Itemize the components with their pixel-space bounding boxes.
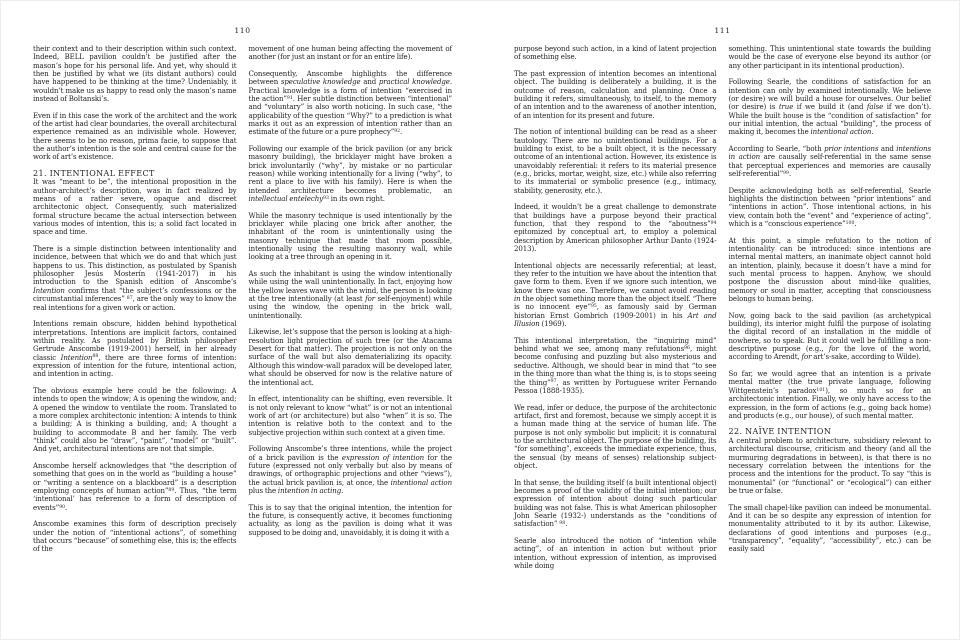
paragraph: purpose beyond such action, in a kind of latent projection of something else.	[514, 45, 717, 62]
paragraph: Despite acknowledging both as self-referential, Searle highlights the distinction between “prior intentions” and “intentions in action”. Those intentional actions, in his view, contain both the “event” and “experience of acting”, which is a “conscious experience”$^{100}$.	[728, 186, 931, 229]
paragraph: Anscombe examines this form of description precisely under the notion of “intentional actions”, of something that occurs “because” of something else, this is; the effects of the	[33, 520, 237, 554]
footnote-reference: 90	[59, 504, 66, 510]
page-number-left: 110	[234, 26, 251, 35]
page-111-column-2	[729, 45, 932, 562]
footnote-reference: 94	[710, 221, 717, 227]
page-110-column-1	[33, 45, 237, 562]
paragraph: The small chapel-like pavilion can indeed be monumental. And it can be so despite any expression of intention for monumentality attributed to it by its author. Likewise, declarations of good intentions and purposes (e.g., “transparency”, “equality”, “accessibility”, etc.) can be easily said	[728, 503, 931, 554]
footnote-reference: 97	[550, 379, 557, 385]
page-110-column-2	[249, 45, 453, 545]
footnote-reference: 96	[684, 346, 690, 352]
paragraph: We read, infer or deduce, the purpose of the architectonic artifact, first and foremost, because we simply accept it is a human made thing at the service of human life. The purpose is not only symbolic but implicit; it is connatural to the architectural object. The purpose of the building, its “for something”, exceeds the immediate experience, thus, the sensual (by means of senses) relationship subject-object.	[514, 403, 717, 470]
page-111	[514, 27, 931, 579]
paragraph: So far, we would agree that an intention is a private mental matter (the true private language, following Wittgenstein’s paradox$^{101}$), so much so for an architectonic intention. Finally, we only have access to the expression, in the form of actions (e.g., going back home) and products (e.g., our house), of such mental matter.	[728, 370, 931, 420]
paragraph: Even if in this case the work of the architect and the work of the artist had clear boundaries, the overall architectural experience remained as an indivisible whole. However, there seems to be no reason, prima facie, to suppose that the author’s intention is the sole and central cause for the work of art’s existence.	[33, 111, 237, 162]
paragraph: movement of one human being affecting the movement of another (for just an instant or for an entire life).	[248, 45, 452, 62]
section-heading: 21. INTENTIONAL EFFECT	[33, 169, 155, 179]
paragraph: Searle also introduced the notion of “intention while acting”, of an intention in action but without prior intention, without expression of intention, as improvised while doing	[514, 536, 717, 570]
paragraph: The notion of intentional building can be read as a sheer tautology. There are no unintentional buildings. For a building to exist, to be a built object, it is the necessary outcome of an intentional action. However, its existence is unavoidably referential: it refers to its material presence (e.g., bricks, mortar, weight, size, etc.) while also referring to its immaterial or symbolic presence (e.g., intimacy, stability, generosity, etc.).	[514, 128, 717, 195]
footnote-reference: 99	[783, 171, 789, 176]
section-heading: 22. NAÏVE INTENTION	[728, 427, 832, 437]
footnote-reference: 87	[126, 296, 133, 302]
footnote-reference: 89	[168, 487, 175, 493]
paragraph: The obvious example here could be the following: A intends to open the window; A is opening the window, and; A opened the window to ventilate the room. Translated to a more complex architectonic intention: A intends to think a building; A is thinking a building, and; A thought a building to accommodate B and her family. The verb “think” could also be “draw”, “paint”, “model” or “built”. And yet, architectural intentions are not that simple.	[33, 386, 237, 454]
paragraph: According to Searle, “both prior intentions and intentions in action are causally self-referential in the same sense that perceptual experiences and memories are causally self-referential”$^{99}$.	[728, 145, 931, 179]
page-111-columns	[514, 45, 931, 579]
page-number-right: 111	[714, 26, 731, 35]
paragraph: Consequently, Anscombe highlights the difference between speculative knowledge and practical knowledge. Practical knowledge is a form of intention “exercised in the action”$^{91}$. Her subtle distinction between “intentional” and “voluntary” is also worth noticing. In such case, “the applicability of the question “Why?” to a prediction is what marks it out as an expression of intention rather than an estimate of the future or a pure prophecy”$^{92}$.	[248, 69, 452, 137]
paragraph: In effect, intentionality can be shifting, even reversible. It is not only relevant to know “what” is or not an intentional work of art (or architecture) but also “when” it is so. The intention is relative both to the context and to the subjective projection within such context at a given time.	[248, 395, 452, 437]
footnote-reference: 95	[590, 304, 597, 310]
paragraph: As such the inhabitant is using the window intentionally while using the wall unintentionally. In fact, enjoying how the yellow leaves wave with the wind, the person is looking at the tree intentionally (at least for self-enjoyment) while using the window, the opening in the brick wall, unintentionally.	[248, 270, 452, 320]
paragraph: Intentions remain obscure, hidden behind hypothetical interpretations. Intentions are implicit factors, contained within reality. As postulated by British philosopher Gertrude Anscombe (1919-2001) herself, in her already classic Intention$^{88}$, there are three forms of intention: expression of intention for the future, intentional action, and intention in acting.	[33, 320, 237, 379]
paragraph: Intentional objects are necessarily referential; at least, they refer to the intuition we have about the intention that gave form to them. Even if we ignore such intention, we know there was one. Therefore, we cannot avoid reading in the object something more than the object itself. “There is no innocent eye”$^{95}$, as famously said by German historian Ernst Gombrich (1909-2001) in his Art and Illusion (1969).	[514, 261, 717, 329]
paragraph: something. This unintentional state towards the building would be the case of everyone else beyond its author (or any other participant in its intentional production).	[728, 45, 931, 70]
paragraph: There is a simple distinction between intentionality and incidence, between that which we do and that which just happens to us. This distinction, as postulated by Spanish philosopher Jesús Mosterín (1941-2017) in his introduction to the Spanish edition of Anscombe’s Intention confirms that “the subject’s confessions or the circumstantial inferences” $^{87}$, are the only way to know the real intentions for a given work or action.	[33, 245, 237, 312]
footnote-reference: 92	[394, 129, 401, 135]
paragraph: This intentional interpretation, the “inquiring mind” behind what we see, among many refutations$^{96}$, might become confusing and puzzling but also mysterious and seductive. Although, we should bear in mind that “to see in the thing more than what the thing is, is to stops seeing the thing”$^{97}$, as written by Portuguese writer Fernando Pessoa (1888-1935).	[514, 336, 717, 395]
paragraph: Following our example of the brick pavilion (or any brick masonry building), the bricklayer might have broken a brick involuntarily (“why”, by mistake or no particular reason) while working intentionally for a living (“why”, to rent a place to live with his family). Here is when the intended architecture becomes problematic, an intellectual entelechy$^{93}$ in its own right.	[248, 145, 452, 204]
paragraph: While the masonry technique is used intentionally by the bricklayer while placing one brick after another, the inhabitant of the room is unintentionally using the masonry technique that made that room possible, intentionally using the resulting masonry wall, while looking at a tree through an opening in it.	[248, 211, 452, 262]
paragraph: Likewise, let’s suppose that the person is looking at a high-resolution light projection of such tree (or the Atacama Desert for that matter). The projection is not only on the surface of the wall but also dematerializing its opacity. Although this window-wall paradox will be developed later, what should be observed for now is the relative nature of the intentional act.	[248, 328, 452, 387]
paragraph: It was “meant to be”, the intentional proposition in the author-architect’s description, was in fact realized by means of a rather severe, opaque and discreet architectonic object. Consequently, such materialized formal structure became the actual intersection between various modes of intention, this is; a solid fact located in space and time.	[33, 178, 237, 237]
page-110	[33, 27, 452, 562]
paragraph: Following Anscombe’s three intentions, while the project of a brick pavilion is the expression of intention for the future (expressed not only verbally but also by means of drawings, of orthographic projections and other “views”), the actual brick pavilion is, at once, the intentional action plus the intention in acting.	[248, 445, 452, 495]
footnote-reference: 88	[92, 354, 99, 360]
paragraph: Indeed, it wouldn’t be a great challenge to demonstrate that buildings have a purpose beyond their practical function, that they respond to the “aboutness”$^{94}$ epitomized by conceptual art, to employ a polemical description by American philosopher Arthur Danto (1924-2013).	[514, 203, 717, 254]
footnote-reference: 98	[559, 521, 566, 527]
paragraph: This is to say that the original intention, the intention for the future, is consequently active, it becomes functioning actuality, as long as the pavilion is doing what it was supposed to be doing and, unavoidably, it is doing it with a	[248, 503, 452, 537]
footnote-reference: 93	[323, 196, 329, 202]
paragraph: In that sense, the building itself (a built intentional object) becomes a proof of the validity of the initial intention; our expression of intention about doing such particular building was not false. This is what American philosopher John Searle (1932-) understands as the “conditions of satisfaction” $^{98}$.	[514, 478, 717, 529]
page-110-columns	[33, 45, 452, 562]
footnote-reference: 101	[816, 387, 826, 393]
paragraph: A central problem to architecture, subsidiary relevant to architectural discourse, criticism and theory (and all the murmuring degradations in between), is that there is no necessary correlation between the intentions for the process and the intentions for the product. To say “this is monumental” (or “functional” or “ecological”) can either be true or false.	[728, 436, 931, 495]
footnote-reference: 91	[286, 95, 293, 101]
paragraph: Now, going back to the said pavilion (as archetypical building), its interior might fulfil the purpose of isolating the digital record of an installation in the middle of nowhere, so to speak. But it could well be fulfilling a non-descriptive purpose (e.g., for the love of the world, according to Arendt, for art’s-sake, according to Wilde).	[728, 311, 931, 362]
paragraph: Following Searle, the conditions of satisfaction for an intention can only by examined intentionally. We believe (or desire) we will build a house for ourselves. Our belief (or desire) is true if we build it (and false if we don’t). While the built house is the “condition of satisfaction” for our initial intention, the actual “building”, the process of making it, becomes the intentional action.	[728, 78, 931, 137]
page-111-column-1	[514, 45, 717, 579]
paragraph: The past expression of intention becomes an intentional object. The building is deliberately a building, it is the outcome of reason, calculation and planning. Once a building it refers, simultaneously, to itself, to the memory of an intention and to the awareness of another intention, of an intention for its present and future.	[514, 69, 717, 120]
paragraph: their context and to their description within such context. Indeed, BELL pavilion couldn’t be justified after the mason’s hope for his personal life. And yet, why should it then be justified by what we (its distant authors) could have happened to be thinking at the time? Undeniably, it wouldn’t make us as happy to read only the mason’s name instead of Boltanski’s.	[33, 45, 237, 104]
paragraph: Anscombe herself acknowledges that “the description of something that goes on in the world as “building a house” or “writing a sentence on a blackboard” is a description employing concepts of human action”$^{89}$. Thus, “the term ‘intentional’ has reference to a form of description of events”$^{90}$.	[33, 461, 237, 512]
footnote-reference: 100	[845, 221, 855, 227]
paragraph: At this point, a simple refutation to the notion of intentionality can be introduced: since intentions are internal mental matters, an inanimate object cannot hold an intention, plainly, because it doesn’t have a mind for such mental process to happen. Anyhow, we should postpone the discussion about mind-like qualities, memory or soul in matter, accepting that consciousness belongs to human being.	[728, 236, 931, 304]
